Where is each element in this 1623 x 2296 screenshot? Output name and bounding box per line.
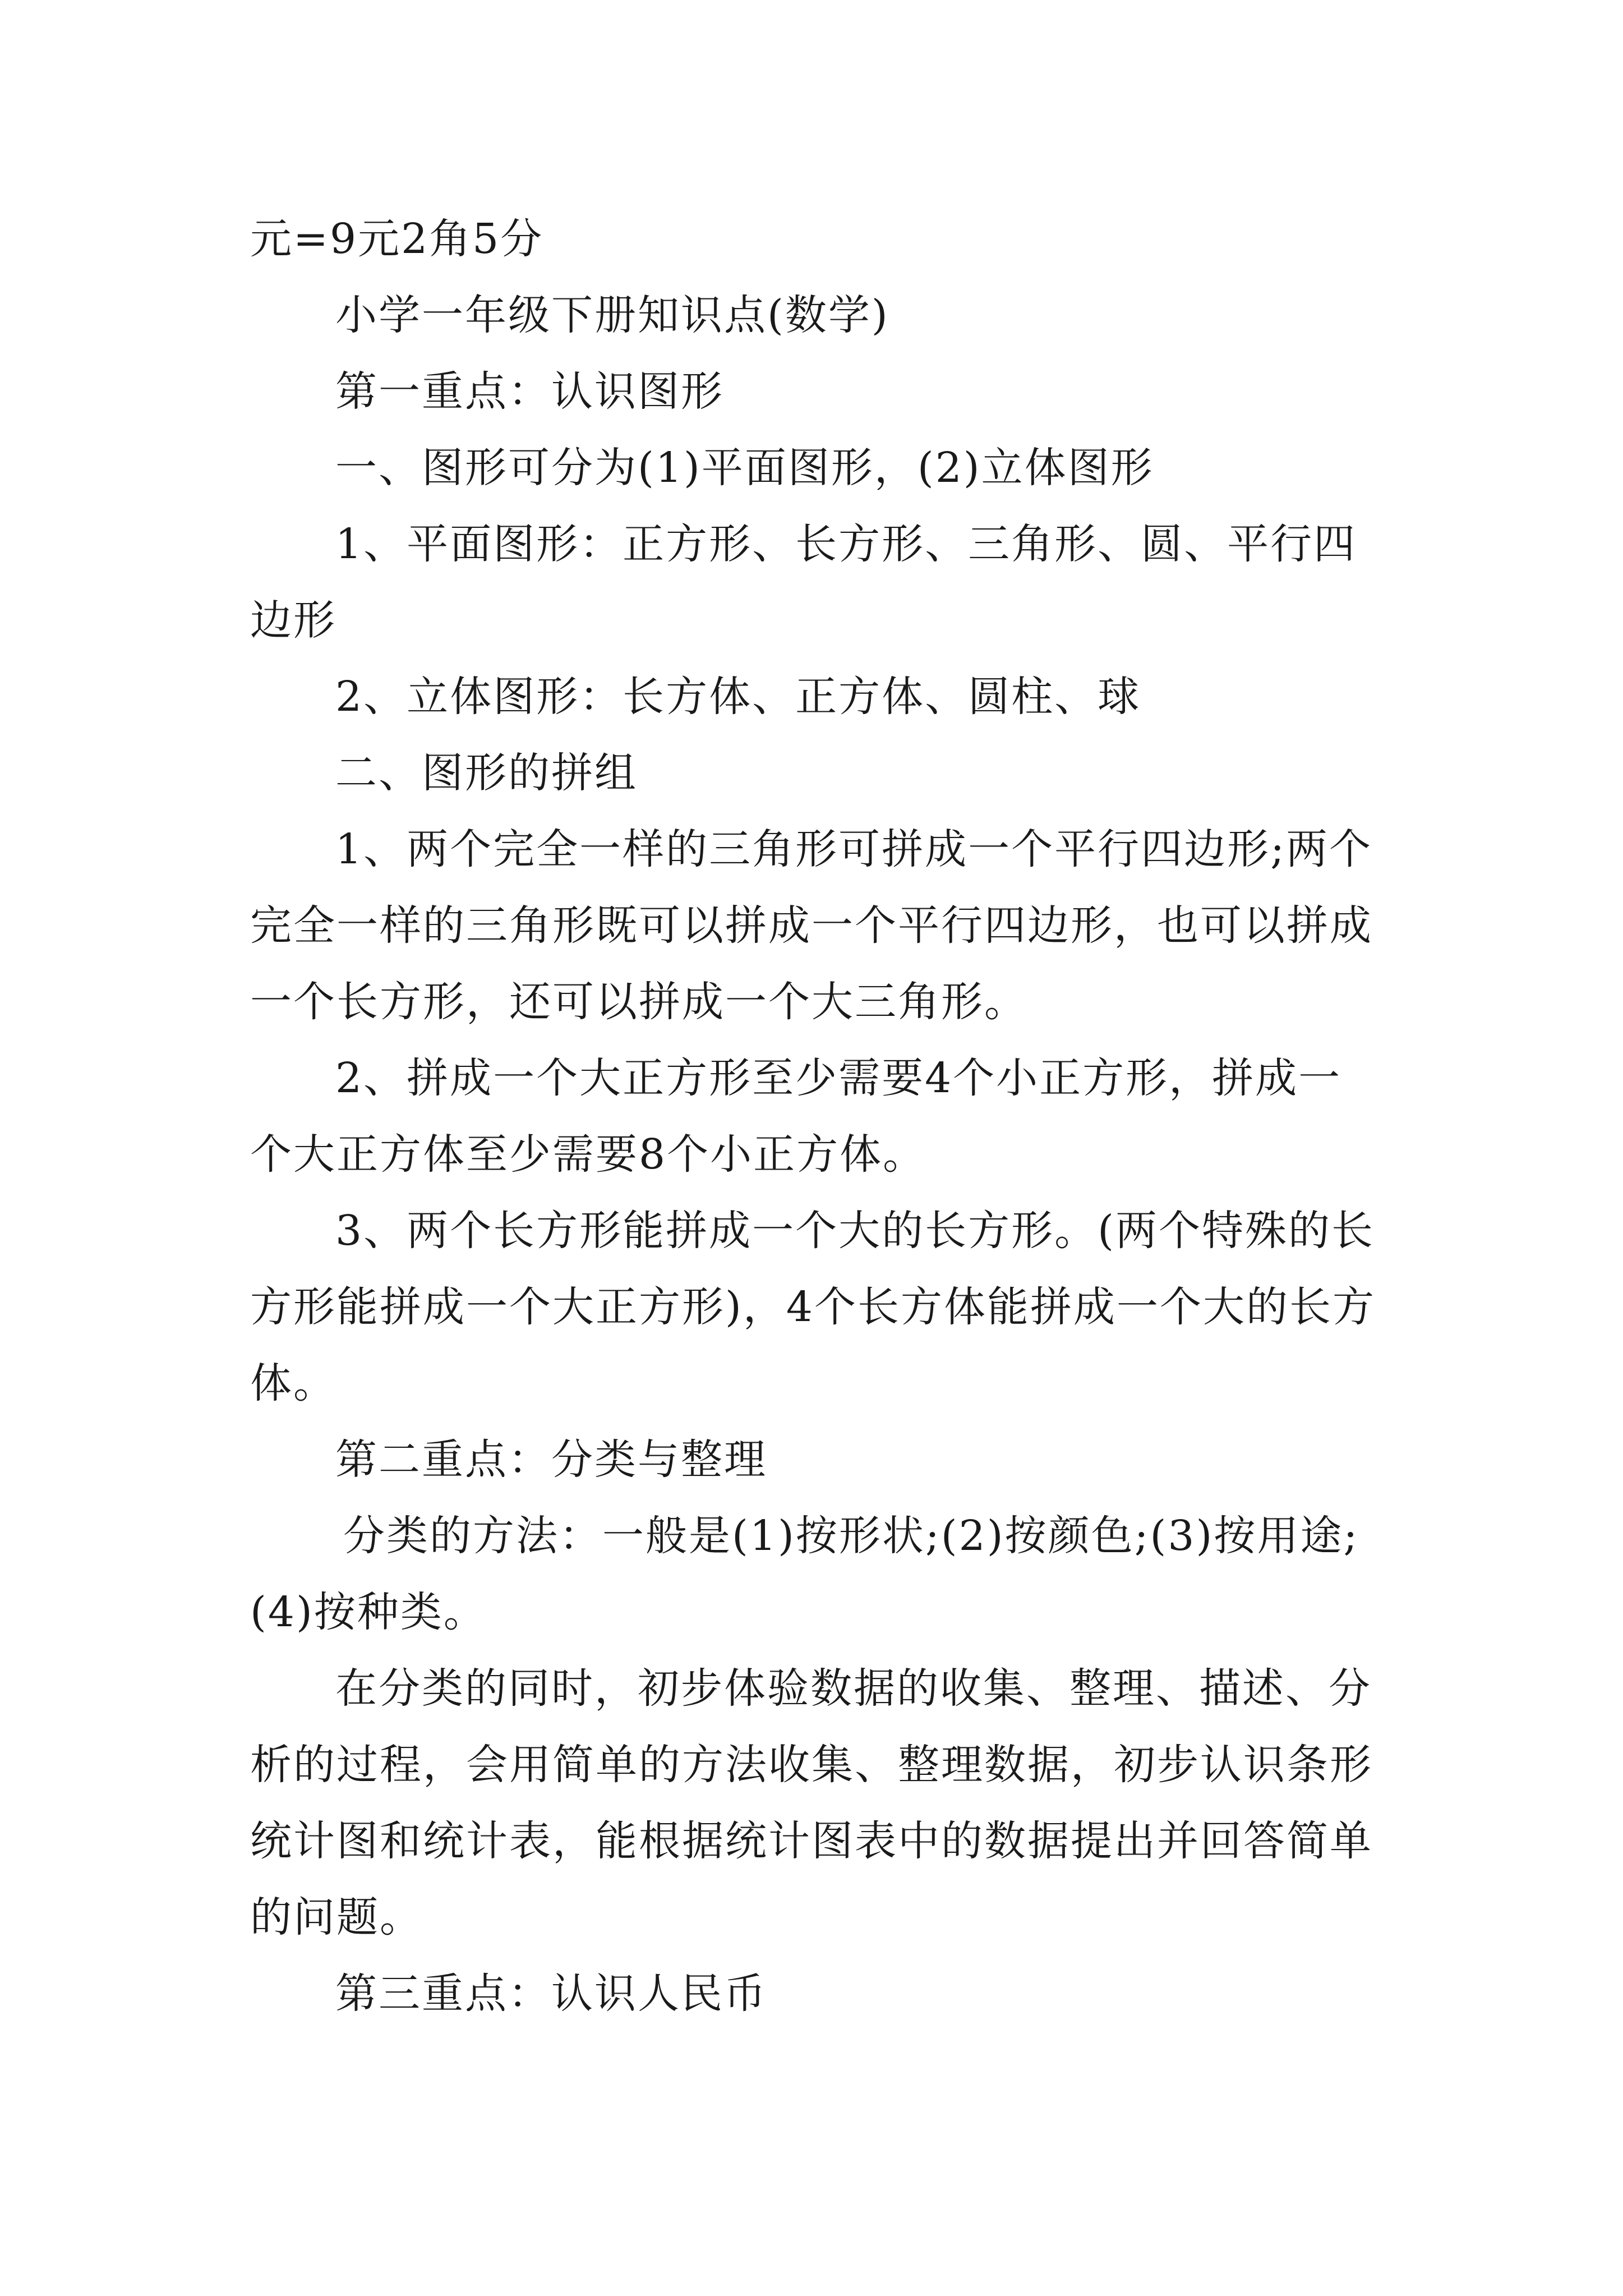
section-heading-3: 第三重点：认识人民币 [335,1970,767,2018]
list-item-solid-shapes: 2、立体图形：长方体、正方体、圆柱、球 [335,673,1141,721]
list-item-plane-shapes: 1、平面图形：正方形、长方形、三角形、圆、平行四边形 [250,520,1357,645]
list-item-combination-2: 2、拼成一个大正方形至少需要4个小正方形，拼成一个大正方体至少需要8个小正方体。 [250,1054,1342,1179]
list-item-combination-1: 1、两个完全一样的三角形可拼成一个平行四边形;两个完全一样的三角形既可以拼成一个平行四边形，也可以拼成一个长方形，还可以拼成一个大三角形。 [250,825,1373,1026]
list-item-combination-3: 3、两个长方形能拼成一个大的长方形。(两个特殊的长方形能拼成一个大正方形)，4个长方体能拼成一个大的长方体。 [250,1207,1376,1407]
document-body [250,201,1380,2032]
classification-methods: 分类的方法：一般是(1)按形状;(2)按颜色;(3)按用途;(4)按种类。 [250,1512,1359,1636]
subsection-heading-2: 二、图形的拼组 [335,749,638,797]
section-heading-2: 第二重点：分类与整理 [335,1435,767,1484]
classification-description: 在分类的同时，初步体验数据的收集、整理、描述、分析的过程，会用简单的方法收集、整理数据，初步认识条形统计图和统计表，能根据统计图表中的数据提出并回答简单的问题。 [250,1664,1373,1941]
continuation-line: 元=9元2角5分 [250,215,544,263]
subsection-heading-1: 一、图形可分为(1)平面图形，(2)立体图形 [335,444,1154,492]
section-heading-1: 第一重点：认识图形 [335,367,724,416]
document-title: 小学一年级下册知识点(数学) [335,291,889,339]
